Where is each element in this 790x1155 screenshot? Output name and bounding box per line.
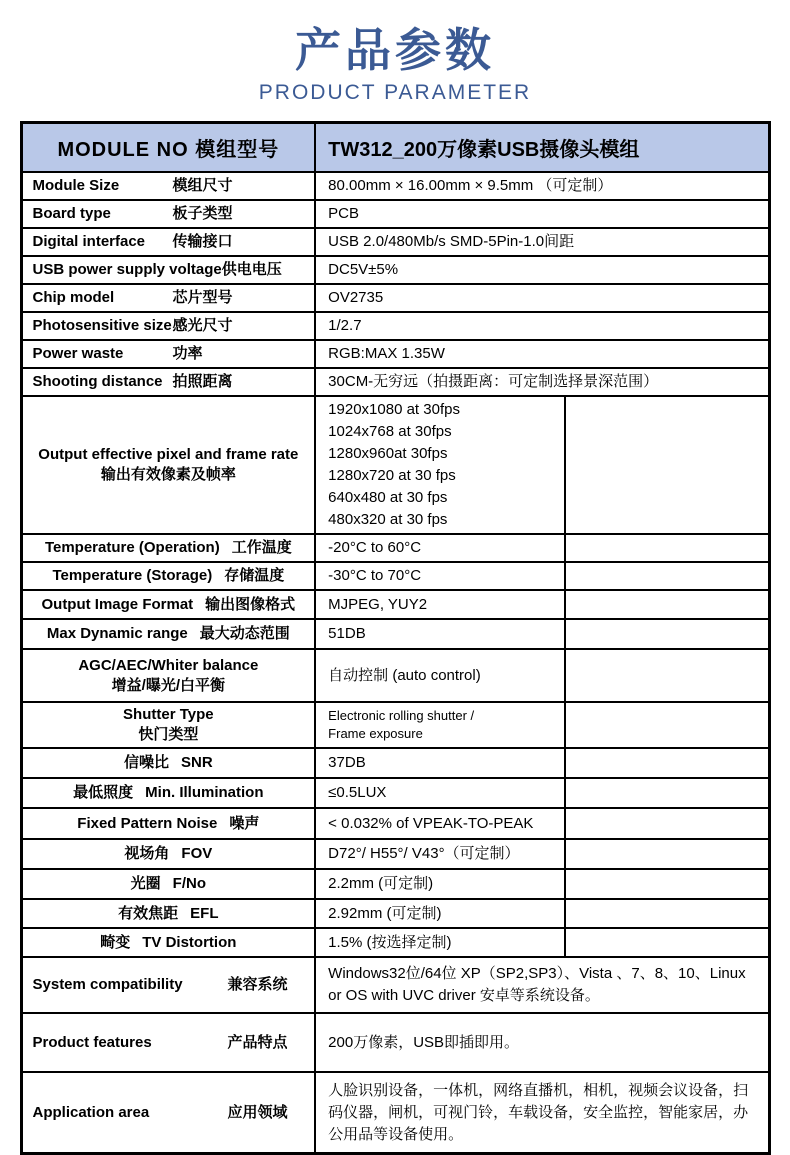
- row-value-cell: [315, 899, 565, 928]
- row-empty-cell: [565, 869, 769, 899]
- row-empty-cell: [565, 702, 769, 748]
- row-value-line: MJPEG, YUY2: [328, 595, 428, 613]
- row-label-cell: [21, 228, 315, 256]
- row-label-part: 产品特点: [227, 1033, 288, 1051]
- table-row: [21, 228, 769, 256]
- row-label-cell: [21, 172, 315, 200]
- row-value-line: 640x480 at 30 fps: [328, 489, 448, 507]
- row-empty-cell: [565, 590, 769, 619]
- row-value-line: 2.92mm (可定制): [328, 904, 442, 922]
- row-empty-cell: [565, 562, 769, 590]
- row-label-part: 有效焦距: [118, 904, 179, 922]
- row-empty-cell: [565, 808, 769, 839]
- row-value-line: 自动控制 (auto control): [328, 666, 481, 684]
- row-empty-cell: [565, 778, 769, 808]
- row-value-line: 480x320 at 30 fps: [328, 511, 448, 529]
- row-label-part: TV Distortion: [142, 933, 237, 951]
- row-label-part: 供电电压: [221, 261, 282, 279]
- row-value-cell: [315, 312, 769, 340]
- row-label-part: Digital interface: [32, 233, 146, 251]
- row-label-cell: [21, 256, 315, 284]
- row-label-part: 快门类型: [138, 726, 199, 744]
- row-label-cell: [21, 590, 315, 619]
- row-value-line: 1280x960at 30fps: [328, 445, 448, 463]
- row-value-line: 1/2.7: [328, 317, 362, 335]
- row-label-part: Power waste: [32, 345, 124, 363]
- product-parameter-table: [20, 121, 771, 1155]
- row-label-part: 板子类型: [172, 205, 233, 223]
- table-row: [21, 256, 769, 284]
- table-row: [21, 619, 769, 649]
- row-label-part: Temperature (Storage): [52, 567, 213, 585]
- row-value-cell: [315, 172, 769, 200]
- row-value-cell: [315, 256, 769, 284]
- table-row: [21, 590, 769, 619]
- row-value-line: OV2735: [328, 289, 384, 307]
- row-label-part: 输出图像格式: [205, 595, 296, 613]
- table-row: [21, 340, 769, 368]
- row-value-line: Electronic rolling shutter /: [328, 708, 475, 724]
- title-block: [0, 0, 790, 105]
- table-row: [21, 839, 769, 869]
- row-value-line: DC5V±5%: [328, 261, 399, 279]
- page-subtitle: PRODUCT PARAMETER: [258, 80, 532, 104]
- row-label-part: SNR: [181, 754, 213, 772]
- row-label-part: Temperature (Operation): [44, 539, 220, 557]
- row-label-part: 功率: [172, 345, 203, 363]
- row-label-cell: [21, 928, 315, 957]
- row-value-line: 2.2mm (可定制): [328, 875, 434, 893]
- row-empty-cell: [565, 839, 769, 869]
- row-label-part: 拍照距离: [172, 373, 233, 391]
- row-value-line: 80.00mm × 16.00mm × 9.5mm （可定制）: [328, 177, 613, 195]
- page-title: 产品参数: [295, 24, 495, 76]
- row-value-cell: [315, 702, 565, 748]
- row-value-cell: [315, 396, 565, 534]
- table-row: [21, 1072, 769, 1153]
- row-value-cell: [315, 368, 769, 396]
- row-value-cell: [315, 778, 565, 808]
- row-empty-cell: [565, 396, 769, 534]
- row-label-cell: [21, 649, 315, 702]
- table-row: [21, 1013, 769, 1072]
- row-value-cell: [315, 200, 769, 228]
- row-label-part: System compatibility: [32, 976, 183, 994]
- row-value-line: 37DB: [328, 754, 366, 772]
- row-empty-cell: [565, 649, 769, 702]
- table-row: [21, 899, 769, 928]
- row-label-part: Max Dynamic range: [46, 625, 188, 643]
- row-empty-cell: [565, 619, 769, 649]
- row-label-cell: [21, 869, 315, 899]
- row-label-part: AGC/AEC/Whiter balance: [78, 656, 259, 674]
- row-value-line: -20°C to 60°C: [328, 539, 422, 557]
- row-value-line: Frame exposure: [328, 726, 423, 742]
- table-row: [21, 748, 769, 778]
- row-value-cell: [315, 562, 565, 590]
- table-row: [21, 649, 769, 702]
- row-label-cell: [21, 1072, 315, 1153]
- header-module-no: MODULE NO 模组型号: [21, 122, 315, 172]
- table-row: [21, 172, 769, 200]
- row-label-part: Application area: [32, 1103, 150, 1121]
- row-label-part: 芯片型号: [172, 289, 233, 307]
- row-label-part: FOV: [181, 845, 213, 863]
- row-label-cell: [21, 200, 315, 228]
- row-value-line: 人脸识别设备，一体机，网络直播机，相机，视频会议设备，扫码仪器，闸机，可视门铃，车载设备，安全监控，智能家居，办公用品等设备使用。: [328, 1081, 749, 1143]
- row-label-part: F/No: [172, 875, 206, 893]
- row-label-part: USB power supply voltage: [32, 261, 222, 279]
- row-label-cell: [21, 312, 315, 340]
- row-label-cell: [21, 562, 315, 590]
- row-value-cell: [315, 340, 769, 368]
- table-row: [21, 562, 769, 590]
- row-value-line: Windows32位/64位 XP（SP2,SP3）、Vista 、7、8、10、Linux or OS with UVC driver 安卓等系统设备。: [328, 965, 746, 1005]
- row-label-part: Output Image Format: [41, 595, 194, 613]
- header-module-value: TW312_200万像素USB摄像头模组: [315, 122, 769, 172]
- row-empty-cell: [565, 534, 769, 562]
- table-row: [21, 200, 769, 228]
- row-label-cell: [21, 839, 315, 869]
- row-empty-cell: [565, 899, 769, 928]
- table-row: [21, 808, 769, 839]
- row-empty-cell: [565, 928, 769, 957]
- row-label-part: 视场角: [124, 845, 170, 863]
- row-label-part: Module Size: [32, 177, 120, 195]
- row-label-cell: [21, 957, 315, 1013]
- table-row: [21, 368, 769, 396]
- row-label-cell: [21, 368, 315, 396]
- row-value-cell: [315, 534, 565, 562]
- row-label-part: 畸变: [100, 933, 131, 951]
- row-value-cell: [315, 839, 565, 869]
- row-label-part: Shooting distance: [32, 373, 163, 391]
- row-value-line: ≤0.5LUX: [328, 784, 387, 802]
- row-value-line: RGB:MAX 1.35W: [328, 345, 445, 363]
- row-value-cell: [315, 808, 565, 839]
- row-value-cell: [315, 1013, 769, 1072]
- row-value-cell: [315, 748, 565, 778]
- table-row: [21, 702, 769, 748]
- row-value-cell: [315, 284, 769, 312]
- row-value-line: PCB: [328, 205, 360, 223]
- row-label-part: Shutter Type: [123, 706, 214, 724]
- table-header-row: [21, 122, 769, 172]
- row-label-part: 增益/曝光/白平衡: [111, 676, 225, 694]
- table-row: [21, 957, 769, 1013]
- row-value-line: < 0.032% of VPEAK-TO-PEAK: [328, 814, 534, 832]
- row-value-cell: [315, 869, 565, 899]
- row-label-part: Product features: [32, 1033, 152, 1051]
- row-label-cell: [21, 778, 315, 808]
- table-row: [21, 534, 769, 562]
- table-row: [21, 869, 769, 899]
- row-value-line: D72°/ H55°/ V43°（可定制）: [328, 845, 520, 863]
- row-value-line: 200万像素，USB即插即用。: [328, 1033, 520, 1051]
- table-row: [21, 284, 769, 312]
- row-label-part: Chip model: [32, 289, 115, 307]
- row-value-line: 51DB: [328, 625, 366, 643]
- row-label-part: 工作温度: [231, 539, 292, 557]
- row-value-line: 1920x1080 at 30fps: [328, 401, 460, 419]
- row-label-part: 输出有效像素及帧率: [100, 466, 236, 484]
- row-value-line: 1024x768 at 30fps: [328, 423, 452, 441]
- row-label-cell: [21, 619, 315, 649]
- row-label-part: 应用领域: [227, 1103, 288, 1121]
- row-label-cell: [21, 702, 315, 748]
- row-value-line: USB 2.0/480Mb/s SMD-5Pin-1.0间距: [328, 233, 575, 251]
- row-label-cell: [21, 808, 315, 839]
- row-label-part: Photosensitive size: [32, 317, 172, 335]
- row-value-cell: [315, 228, 769, 256]
- row-label-cell: [21, 1013, 315, 1072]
- row-label-cell: [21, 340, 315, 368]
- row-value-line: -30°C to 70°C: [328, 567, 422, 585]
- row-label-part: 传输接口: [172, 233, 233, 251]
- row-label-part: 光圈: [130, 875, 161, 893]
- row-label-part: Min. Illumination: [145, 784, 264, 802]
- row-label-part: EFL: [190, 904, 219, 922]
- row-label-part: Output effective pixel and frame rate: [38, 446, 299, 464]
- row-label-cell: [21, 899, 315, 928]
- row-value-line: 1.5% (按选择定制): [328, 933, 452, 951]
- row-label-part: Fixed Pattern Noise: [77, 814, 218, 832]
- row-label-part: 兼容系统: [227, 976, 288, 994]
- table-row: [21, 312, 769, 340]
- row-label-part: 存储温度: [224, 567, 285, 585]
- table-row: [21, 928, 769, 957]
- table-row: [21, 778, 769, 808]
- row-label-part: 噪声: [229, 814, 260, 832]
- row-value-cell: [315, 649, 565, 702]
- row-value-cell: [315, 619, 565, 649]
- row-value-cell: [315, 1072, 769, 1153]
- row-label-part: Board type: [32, 205, 111, 223]
- row-label-cell: [21, 748, 315, 778]
- row-value-cell: [315, 590, 565, 619]
- row-value-cell: [315, 928, 565, 957]
- row-label-cell: [21, 396, 315, 534]
- row-empty-cell: [565, 748, 769, 778]
- table-row: [21, 396, 769, 534]
- row-label-cell: [21, 534, 315, 562]
- row-label-part: 最大动态范围: [199, 625, 290, 643]
- row-label-part: 最低照度: [73, 784, 134, 802]
- row-label-cell: [21, 284, 315, 312]
- row-value-line: 1280x720 at 30 fps: [328, 467, 456, 485]
- row-value-cell: [315, 957, 769, 1013]
- row-value-line: 30CM-无穷远（拍摄距离：可定制选择景深范围）: [328, 373, 659, 391]
- row-label-part: 感光尺寸: [172, 317, 233, 335]
- row-label-part: 模组尺寸: [172, 177, 233, 195]
- row-label-part: 信噪比: [123, 754, 169, 772]
